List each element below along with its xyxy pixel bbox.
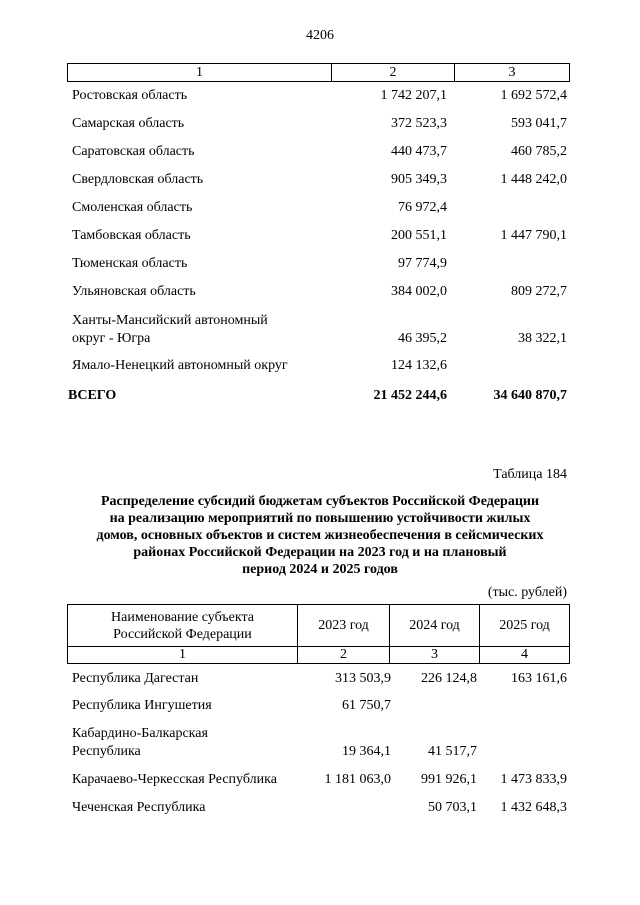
table1-row-value-2: 905 349,3	[391, 172, 447, 187]
table2-row-2025: 1 432 648,3	[500, 800, 567, 815]
table1-row-value-3: 593 041,7	[511, 116, 567, 131]
header-num-2: 2	[298, 647, 390, 663]
table2-header	[67, 604, 570, 664]
table1-row-value-3: 1 692 572,4	[500, 88, 567, 103]
table1-total-label: ВСЕГО	[68, 388, 117, 403]
table1-row-value-2: 1 742 207,1	[380, 88, 447, 103]
header-subject-name-line: Наименование субъекта	[111, 609, 254, 625]
table1-row-name: Свердловская область	[72, 172, 204, 187]
table-title-line: домов, основных объектов и систем жизнеобеспечения в сейсмических	[96, 528, 544, 543]
table1-row-name: Ямало-Ненецкий автономный округ	[72, 358, 288, 373]
table2-row-2025: 163 161,6	[511, 671, 567, 686]
table2-row-2025: 1 473 833,9	[500, 772, 567, 787]
table-title-line: районах Российской Федерации на 2023 год и на плановый	[133, 545, 507, 560]
table1-row-value-2: 46 395,2	[398, 331, 447, 346]
table1-row-value-2: 440 473,7	[391, 144, 447, 159]
table2-row-name: Республика Дагестан	[72, 671, 199, 686]
header-subject-name-line: Российской Федерации	[113, 626, 252, 642]
table-title-line: на реализацию мероприятий по повышению устойчивости жилых	[109, 511, 531, 526]
table1-header-col1: 1	[68, 64, 332, 81]
table1-row-value-3: 460 785,2	[511, 144, 567, 159]
table-title-line: период 2024 и 2025 годов	[242, 562, 398, 577]
table1-row-name: Ульяновская область	[72, 284, 196, 299]
table1-row-name: Тамбовская область	[72, 228, 191, 243]
table-title-line: Распределение субсидий бюджетам субъектов Российской Федерации	[100, 494, 540, 509]
table2-row-name: Кабардино-Балкарская	[72, 726, 208, 741]
units-label: (тыс. рублей)	[487, 585, 567, 600]
table1-row-value-2: 76 972,4	[398, 200, 447, 215]
table2-row-2023: 1 181 063,0	[324, 772, 391, 787]
header-num-4: 4	[521, 647, 528, 662]
header-num-1: 1	[68, 647, 298, 663]
table1-row-value-2: 384 002,0	[391, 284, 447, 299]
table1-total-value-3: 34 640 870,7	[493, 388, 567, 403]
table1-row-name: Саратовская область	[72, 144, 195, 159]
table1-row-value-2: 97 774,9	[398, 256, 447, 271]
table2-row-2024: 50 703,1	[428, 800, 477, 815]
table1-row-value-2: 124 132,6	[391, 358, 447, 373]
header-num-3: 3	[390, 647, 480, 663]
table1-row-name: Ханты-Мансийский автономный	[72, 313, 268, 328]
table-title	[60, 493, 580, 578]
table1-header	[67, 63, 570, 82]
table2-row-name-cont: Республика	[72, 744, 141, 759]
table1-row-value-3: 38 322,1	[518, 331, 567, 346]
table2-row-2023: 61 750,7	[342, 698, 391, 713]
table2-row-2023: 313 503,9	[335, 671, 391, 686]
table2-row-2023: 19 364,1	[342, 744, 391, 759]
table2-row-name: Чеченская Республика	[72, 800, 206, 815]
table2-row-2024: 991 926,1	[421, 772, 477, 787]
table1-row-name: Смоленская область	[72, 200, 193, 215]
table1-row-value-3: 1 448 242,0	[500, 172, 567, 187]
table1-row-name: Самарская область	[72, 116, 185, 131]
table1-row-name: Тюменская область	[72, 256, 188, 271]
table2-row-2024: 226 124,8	[421, 671, 477, 686]
header-year-2025: 2025 год	[499, 618, 550, 633]
table2-row-name: Карачаево-Черкесская Республика	[72, 772, 277, 787]
table1-total-value-2: 21 452 244,6	[373, 388, 447, 403]
table1-row-name-cont: округ - Югра	[72, 331, 151, 346]
table2-row-name: Республика Ингушетия	[72, 698, 212, 713]
table2-row-2024: 41 517,7	[428, 744, 477, 759]
table1-row-name: Ростовская область	[72, 88, 188, 103]
header-year-2023: 2023 год	[298, 605, 390, 646]
header-subject-name	[68, 605, 298, 646]
page-number: 4206	[306, 28, 334, 43]
table1-row-value-2: 372 523,3	[391, 116, 447, 131]
table-caption: Таблица 184	[493, 467, 567, 482]
table1-row-value-3: 1 447 790,1	[500, 228, 567, 243]
table1-header-col2: 2	[332, 64, 455, 81]
header-year-2024: 2024 год	[390, 605, 480, 646]
table1-header-col3: 3	[508, 65, 516, 80]
table1-row-value-3: 809 272,7	[511, 284, 567, 299]
table1-row-value-2: 200 551,1	[391, 228, 447, 243]
